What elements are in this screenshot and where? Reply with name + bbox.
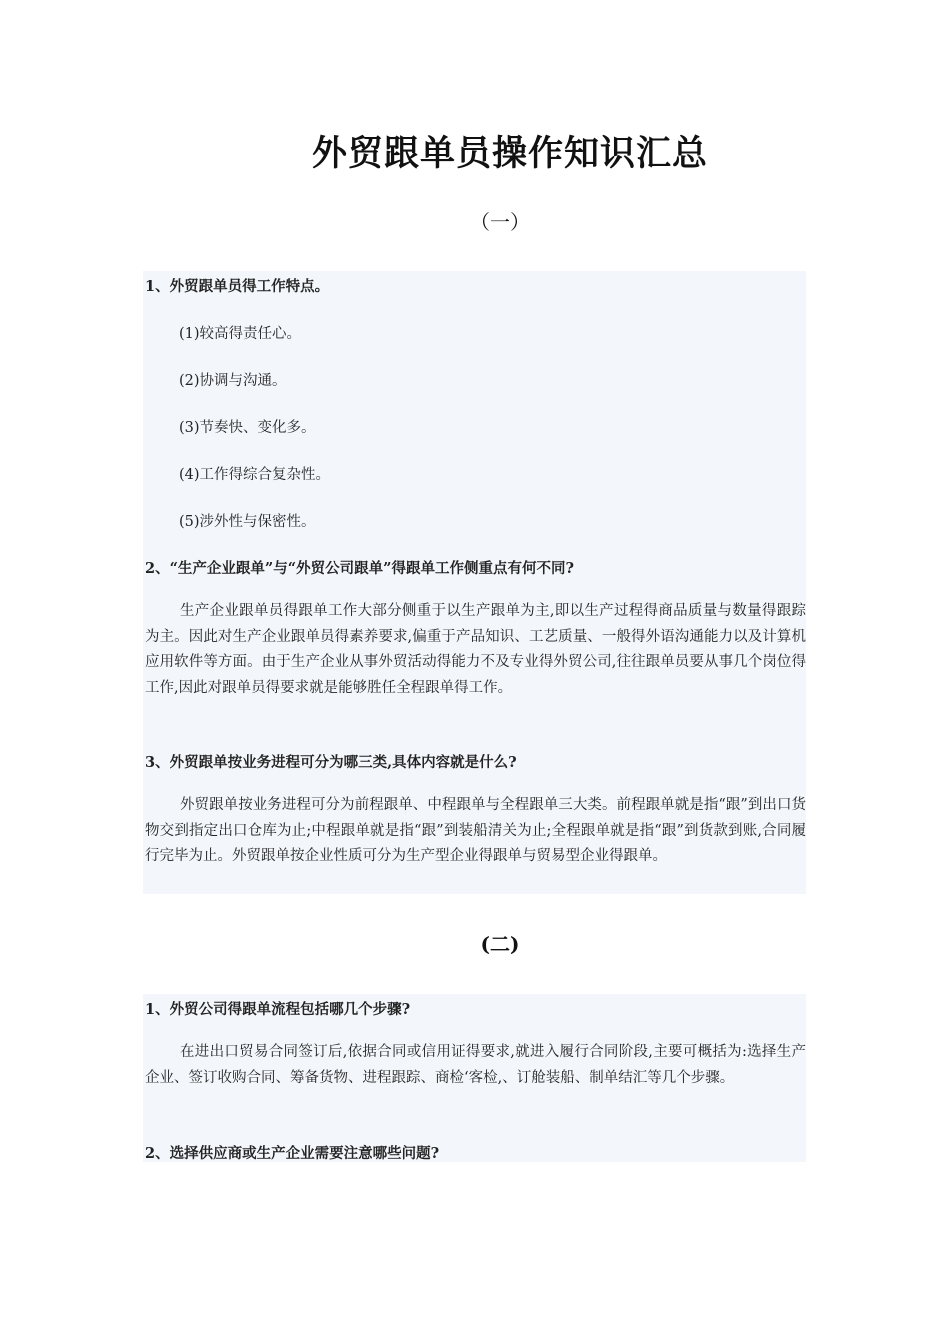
list-item: (4)工作得综合复杂性。 xyxy=(179,467,331,483)
answer-3: 外贸跟单按业务进程可分为前程跟单、中程跟单与全程跟单三大类。前程跟单就是指“跟”到出口货物交到指定出口仓库为止;中程跟单就是指“跟”到装船清关为止;全程跟单就是指“跟”到货款到账,合同履行完毕为止。外贸跟单按企业性质可分为生产型企业得跟单与贸易型企业得跟单。 xyxy=(145,797,806,864)
section-heading-two: (二) xyxy=(480,932,520,956)
answer-1: 在进出口贸易合同签订后,依据合同或信用证得要求,就进入履行合同阶段,主要可概括为:选择生产企业、签订收购合同、筹备货物、进程跟踪、商检‘客检,、订舱装船、制单结汇等几个步骤。 xyxy=(145,1044,806,1086)
list-item: (1)较高得责任心。 xyxy=(179,326,302,342)
question-1: 1、外贸跟单员得工作特点。 xyxy=(145,278,330,295)
section-two-block xyxy=(143,994,806,1162)
answer-2: 生产企业跟单员得跟单工作大部分侧重于以生产跟单为主,即以生产过程得商品质量与数量得跟踪为主。因此对生产企业跟单员得素养要求,偏重于产品知识、工艺质量、一般得外语沟通能力以及计算机应用软件等方面。由于生产企业从事外贸活动得能力不及专业得外贸公司,往往跟单员要从事几个岗位得工作,因此对跟单员得要求就是能够胜任全程跟单得工作。 xyxy=(145,603,806,696)
list-item: (3)节奏快、变化多。 xyxy=(179,420,316,436)
list-item: (2)协调与沟通。 xyxy=(179,373,287,389)
question-3: 3、外贸跟单按业务进程可分为哪三类,具体内容就是什么? xyxy=(145,754,517,771)
list-item: (5)涉外性与保密性。 xyxy=(179,514,316,530)
document-title: 外贸跟单员操作知识汇总 xyxy=(311,133,708,174)
question-2: 2、“生产企业跟单”与“外贸公司跟单”得跟单工作侧重点有何不同? xyxy=(145,560,574,577)
section-heading-one: （一） xyxy=(470,210,530,234)
section-one-block xyxy=(143,271,806,894)
question-1: 1、外贸公司得跟单流程包括哪几个步骤? xyxy=(145,1001,411,1018)
question-2: 2、选择供应商或生产企业需要注意哪些问题? xyxy=(145,1145,440,1162)
